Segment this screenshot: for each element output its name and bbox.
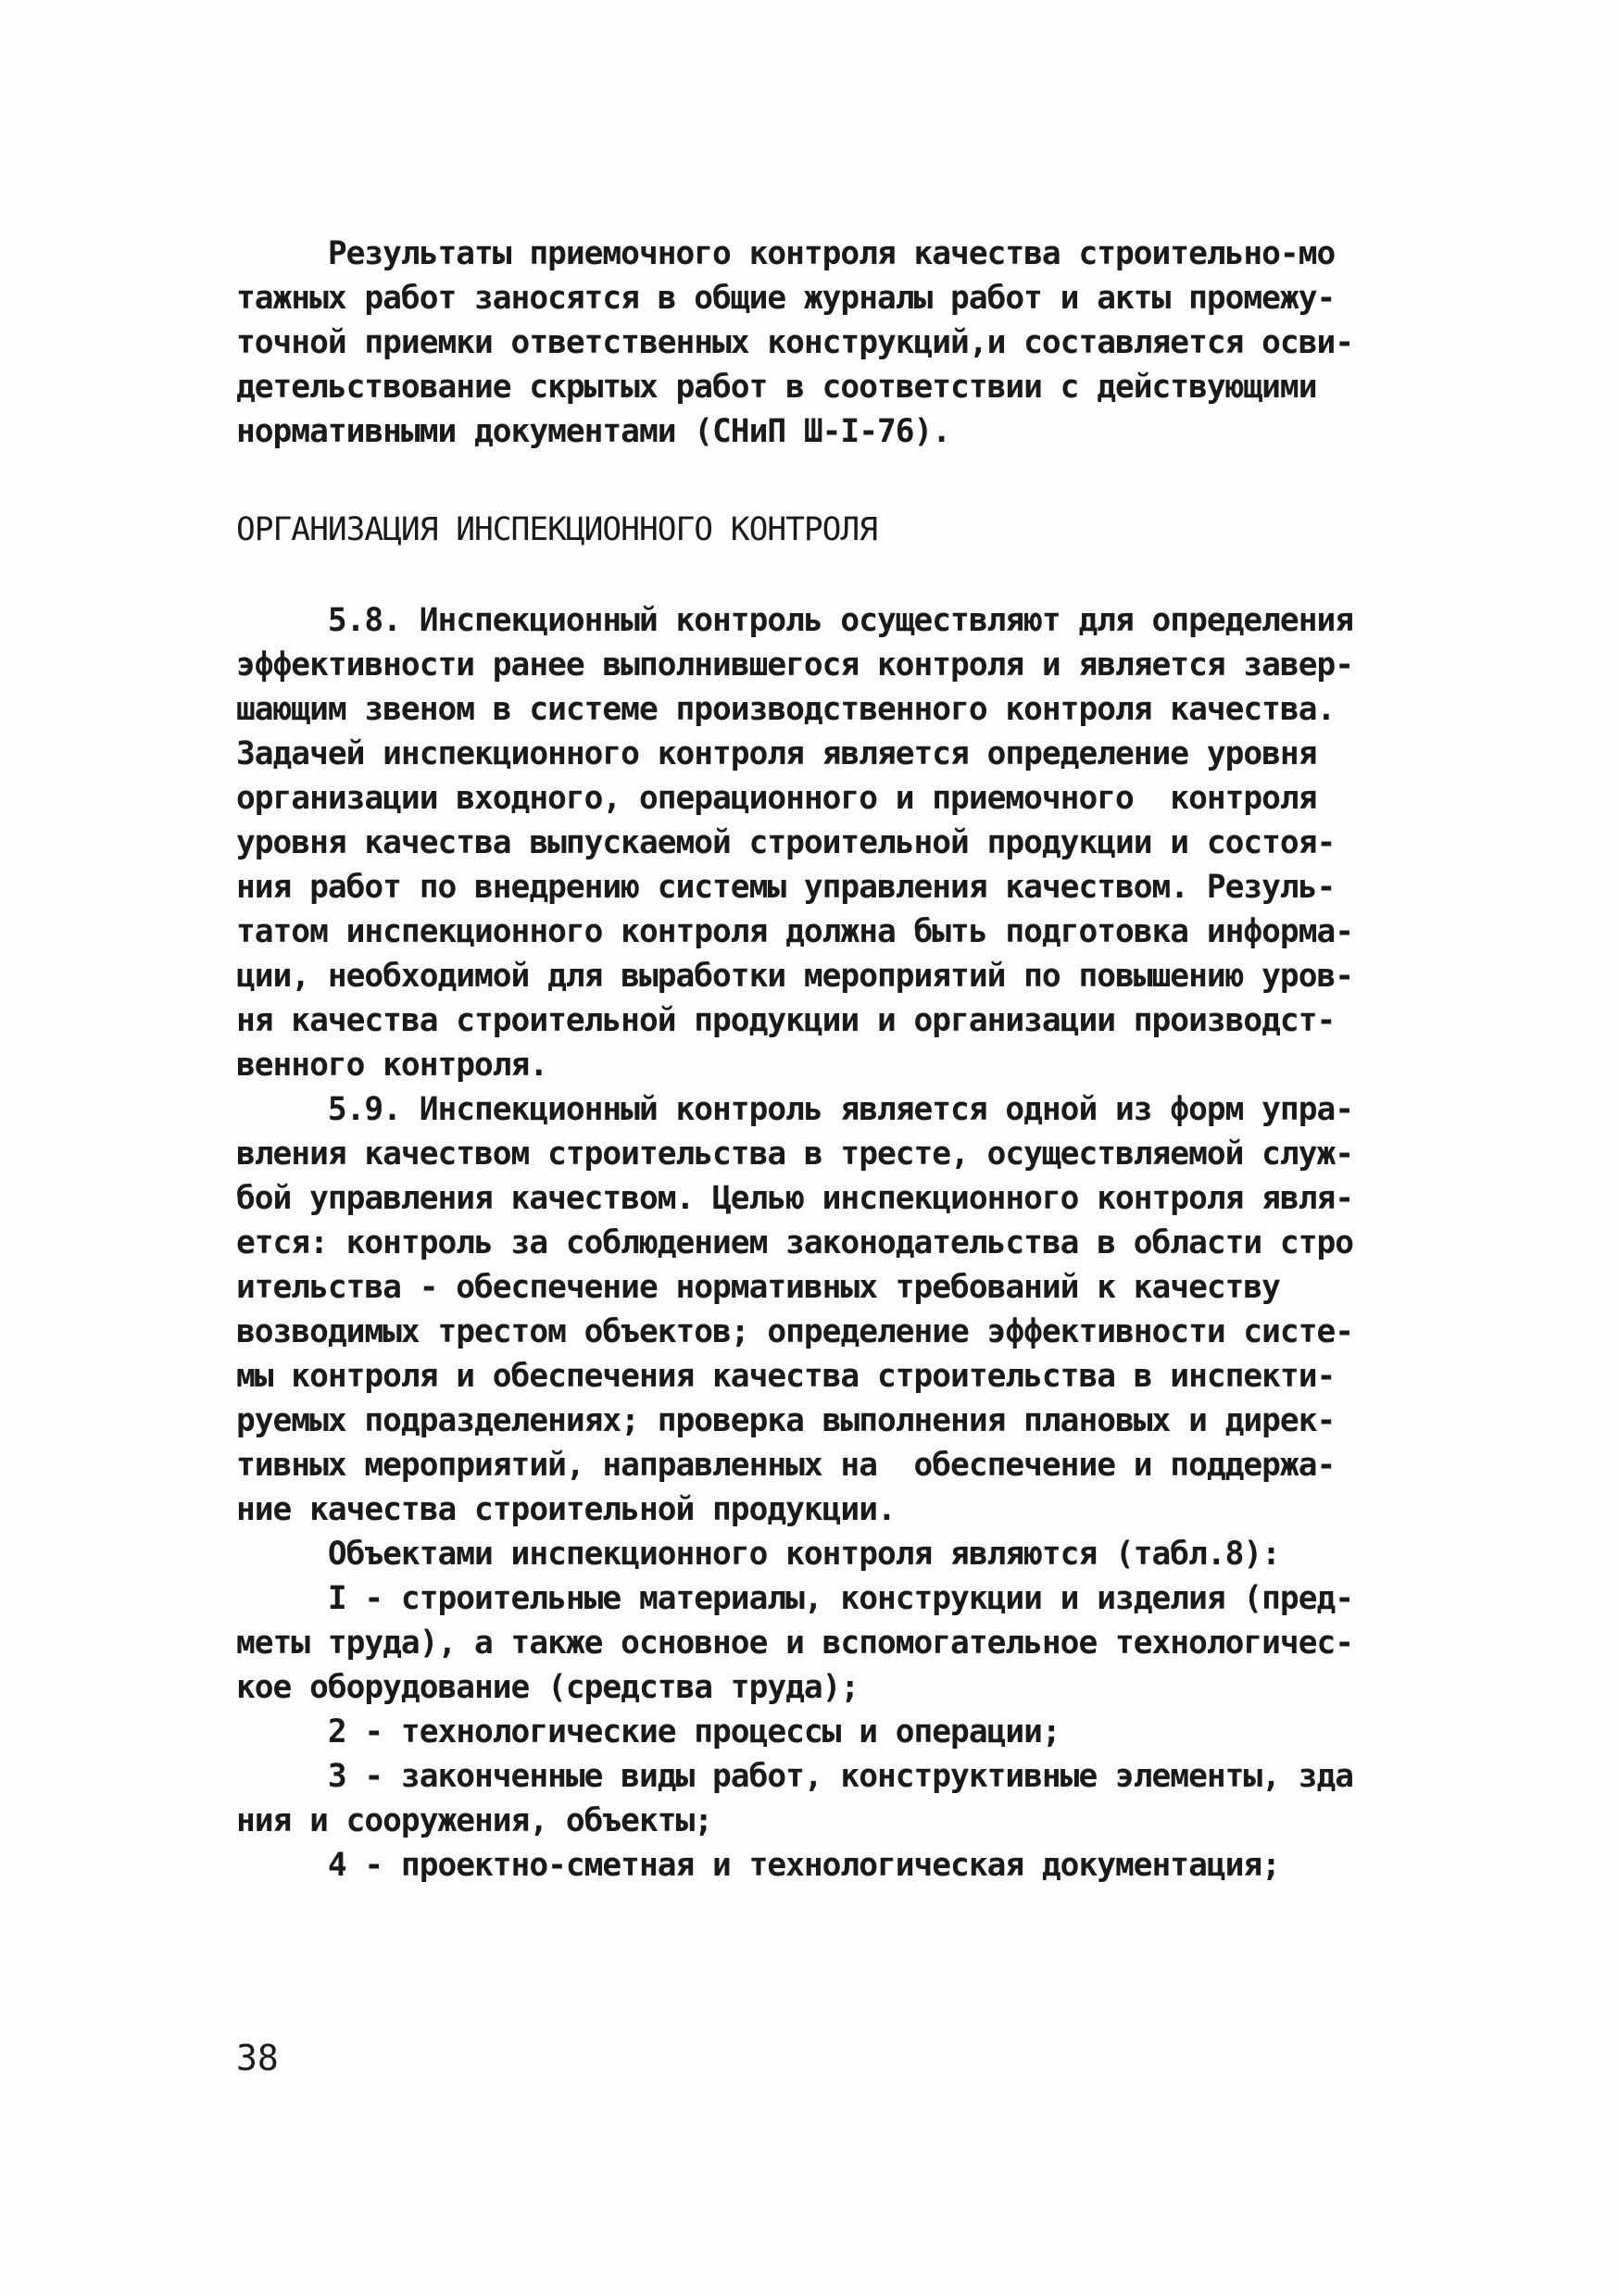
section-line: I - строительные материалы, конструкции и изделия (пред- [236,1580,1354,1617]
section-line: бой управления качеством. Целью инспекционного контроля явля- [236,1180,1354,1217]
section-line: меты труда), а также основное и вспомогательное технологичес- [236,1625,1354,1662]
section-line: 3 - законченные виды работ, конструктивные элементы, зда [236,1758,1354,1795]
section-line: кое оборудование (средства труда); [236,1669,860,1706]
section-line: вления качеством строительства в тресте, осуществляемой служ- [236,1135,1354,1173]
intro-paragraph [236,232,1394,454]
intro-line: нормативными документами (СНиП Ш-I-76). [236,413,951,450]
page-number: 38 [236,2038,279,2078]
intro-line: Результаты приемочного контроля качества строительно-мо [236,235,1336,272]
section-heading: ОРГАНИЗАЦИЯ ИНСПЕКЦИОННОГО КОНТРОЛЯ [236,511,877,548]
section-line: 4 - проектно-сметная и технологическая документация; [236,1847,1280,1884]
section-line: Задачей инспекционного контроля является определение уровня [236,735,1317,772]
section-line: 2 - технологические процессы и операции; [236,1713,1061,1750]
section-line: ние качества строительной продукции. [236,1491,896,1528]
section-line: организации входного, операционного и приемочного контроля [236,780,1317,817]
section-line: мы контроля и обеспечения качества строительства в инспекти- [236,1358,1336,1395]
section-line: эффективности ранее выполнившегося контроля и является завер- [236,646,1354,684]
section-line: татом инспекционного контроля должна быть подготовка информа- [236,913,1354,950]
section-line: ительства - обеспечение нормативных требований к качеству [236,1269,1280,1306]
section-line: возводимых трестом объектов; определение эффективности систе- [236,1313,1354,1350]
section-line: Объектами инспекционного контроля являются (табл.8): [236,1536,1280,1573]
section-line: уровня качества выпускаемой строительной продукции и состоя- [236,824,1336,861]
text-block [236,232,1394,1888]
intro-line: детельствование скрытых работ в соответствии с действующими [236,369,1317,406]
section-line: 5.8. Инспекционный контроль осуществляют для определения [236,602,1354,639]
section-line: 5.9. Инспекционный контроль является одной из форм упра- [236,1091,1354,1128]
section-line: венного контроля. [236,1047,548,1084]
section-line: ния работ по внедрению системы управления качеством. Резуль- [236,869,1336,906]
section-body [236,598,1394,1888]
section-line: ется: контроль за соблюдением законодательства в области стро [236,1224,1354,1261]
section-line: ции, необходимой для выработки мероприятий по повышению уров- [236,958,1354,995]
section-line: руемых подразделениях; проверка выполнения плановых и дирек- [236,1402,1336,1439]
section-line: ния и сооружения, объекты; [236,1802,713,1839]
section-line: тивных мероприятий, направленных на обеспечение и поддержа- [236,1447,1336,1484]
intro-line: точной приемки ответственных конструкций,и составляется осви- [236,324,1354,361]
section-line: ня качества строительной продукции и организации производст- [236,1002,1336,1039]
intro-line: тажных работ заносятся в общие журналы работ и акты промежу- [236,280,1336,317]
section-line: шающим звеном в системе производственного контроля качества. [236,691,1336,728]
